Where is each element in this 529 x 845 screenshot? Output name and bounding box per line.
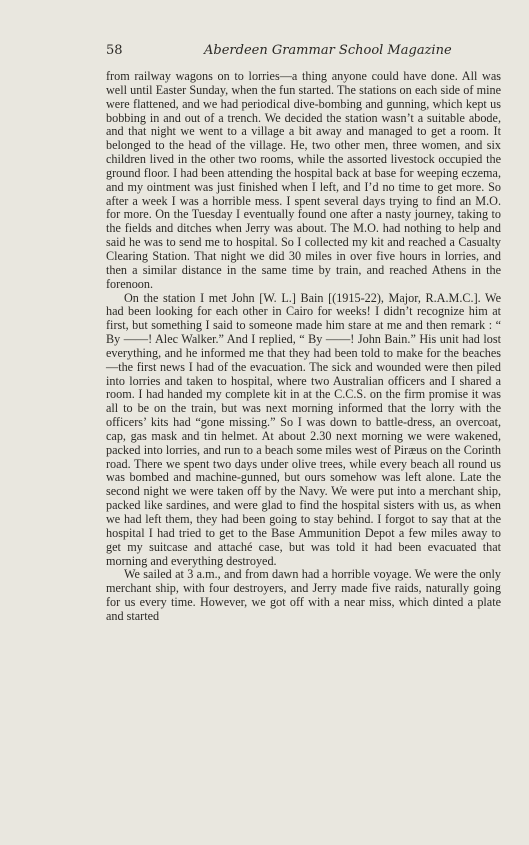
- running-head: [106, 43, 501, 63]
- paragraph-railway-wagons: from railway wagons on to lorries—a thing anyone could have done. All was well until Easter Sunday, when the fun started. The stations on each side of mine were flattened, and we had periodical dive-bombing and gunning, which kept us bobbing in and out of a trench. We decided the station wasn’t a suitable abode, and that night we went to a village a bit away and managed to get a room. It belonged to the head of the village. He, two other men, three women, and six children lived in the other two rooms, while the assorted livestock occupied the ground floor. I had been attending the hospital back at base for weeping eczema, and my ointment was just finished when I left, and I’d no time to get more. So after a week I was a horrible mess. I spent several days trying to find an M.O. for more. On the Tuesday I eventually found one after a nasty journey, taking to the fields and ditches when Jerry was about. The M.O. had nothing to help and said he was to send me to hospital. So I collected my kit and reached a Casualty Clearing Station. That night we did 30 miles in over five hours in lorries, and then a similar distance in the same time by train, and reached Athens in the forenoon.: [106, 69, 501, 291]
- page-number: 58: [106, 43, 123, 58]
- paragraph-voyage: We sailed at 3 a.m., and from dawn had a horrible voyage. We were the only merchant ship, with four destroyers, and Jerry made five raids, naturally going for us every time. However, we got off with a near miss, which dinted a plate and started: [106, 567, 501, 623]
- article-body: [106, 70, 501, 624]
- journal-title: Aberdeen Grammar School Magazine: [204, 43, 452, 58]
- paragraph-station-meeting: On the station I met John [W. L.] Bain [(1915-22), Major, R.A.M.C.]. We had been looking for each other in Cairo for weeks! I didn’t recognize him at first, but something I said to someone made him stare at me and then remark : “ By ——! Alec Walker.” And I replied, “ By ——! John Bain.” His unit had lost everything, and he informed me that they had been told to make for the beaches—the first news I had of the evacuation. The sick and wounded were then piled into lorries and taken to hospital, where two Australian officers and I shared a room. I had handed my complete kit in at the C.C.S. on the firm promise it was all to be on the train, but was next morning informed that the lorry with the officers’ kits had “gone missing.” So I was down to battle-dress, an overcoat, cap, gas mask and tin helmet. At about 2.30 next morning we were wakened, packed into lorries, and run to a beach some miles west of Piræus on the Corinth road. There we spent two days under olive trees, while every beach all round us was bombed and machine-gunned, but ours somehow was left alone. Late the second night we were taken off by the Navy. We were put into a merchant ship, packed like sardines, and were glad to find the hospital sisters with us, as when we had left them, they had been going to stay behind. I forgot to say that at the hospital I had tried to get to the Base Ammunition Depot a few miles away to get my suitcase and attaché case, but was told it had been evacuated that morning and everything destroyed.: [106, 290, 501, 568]
